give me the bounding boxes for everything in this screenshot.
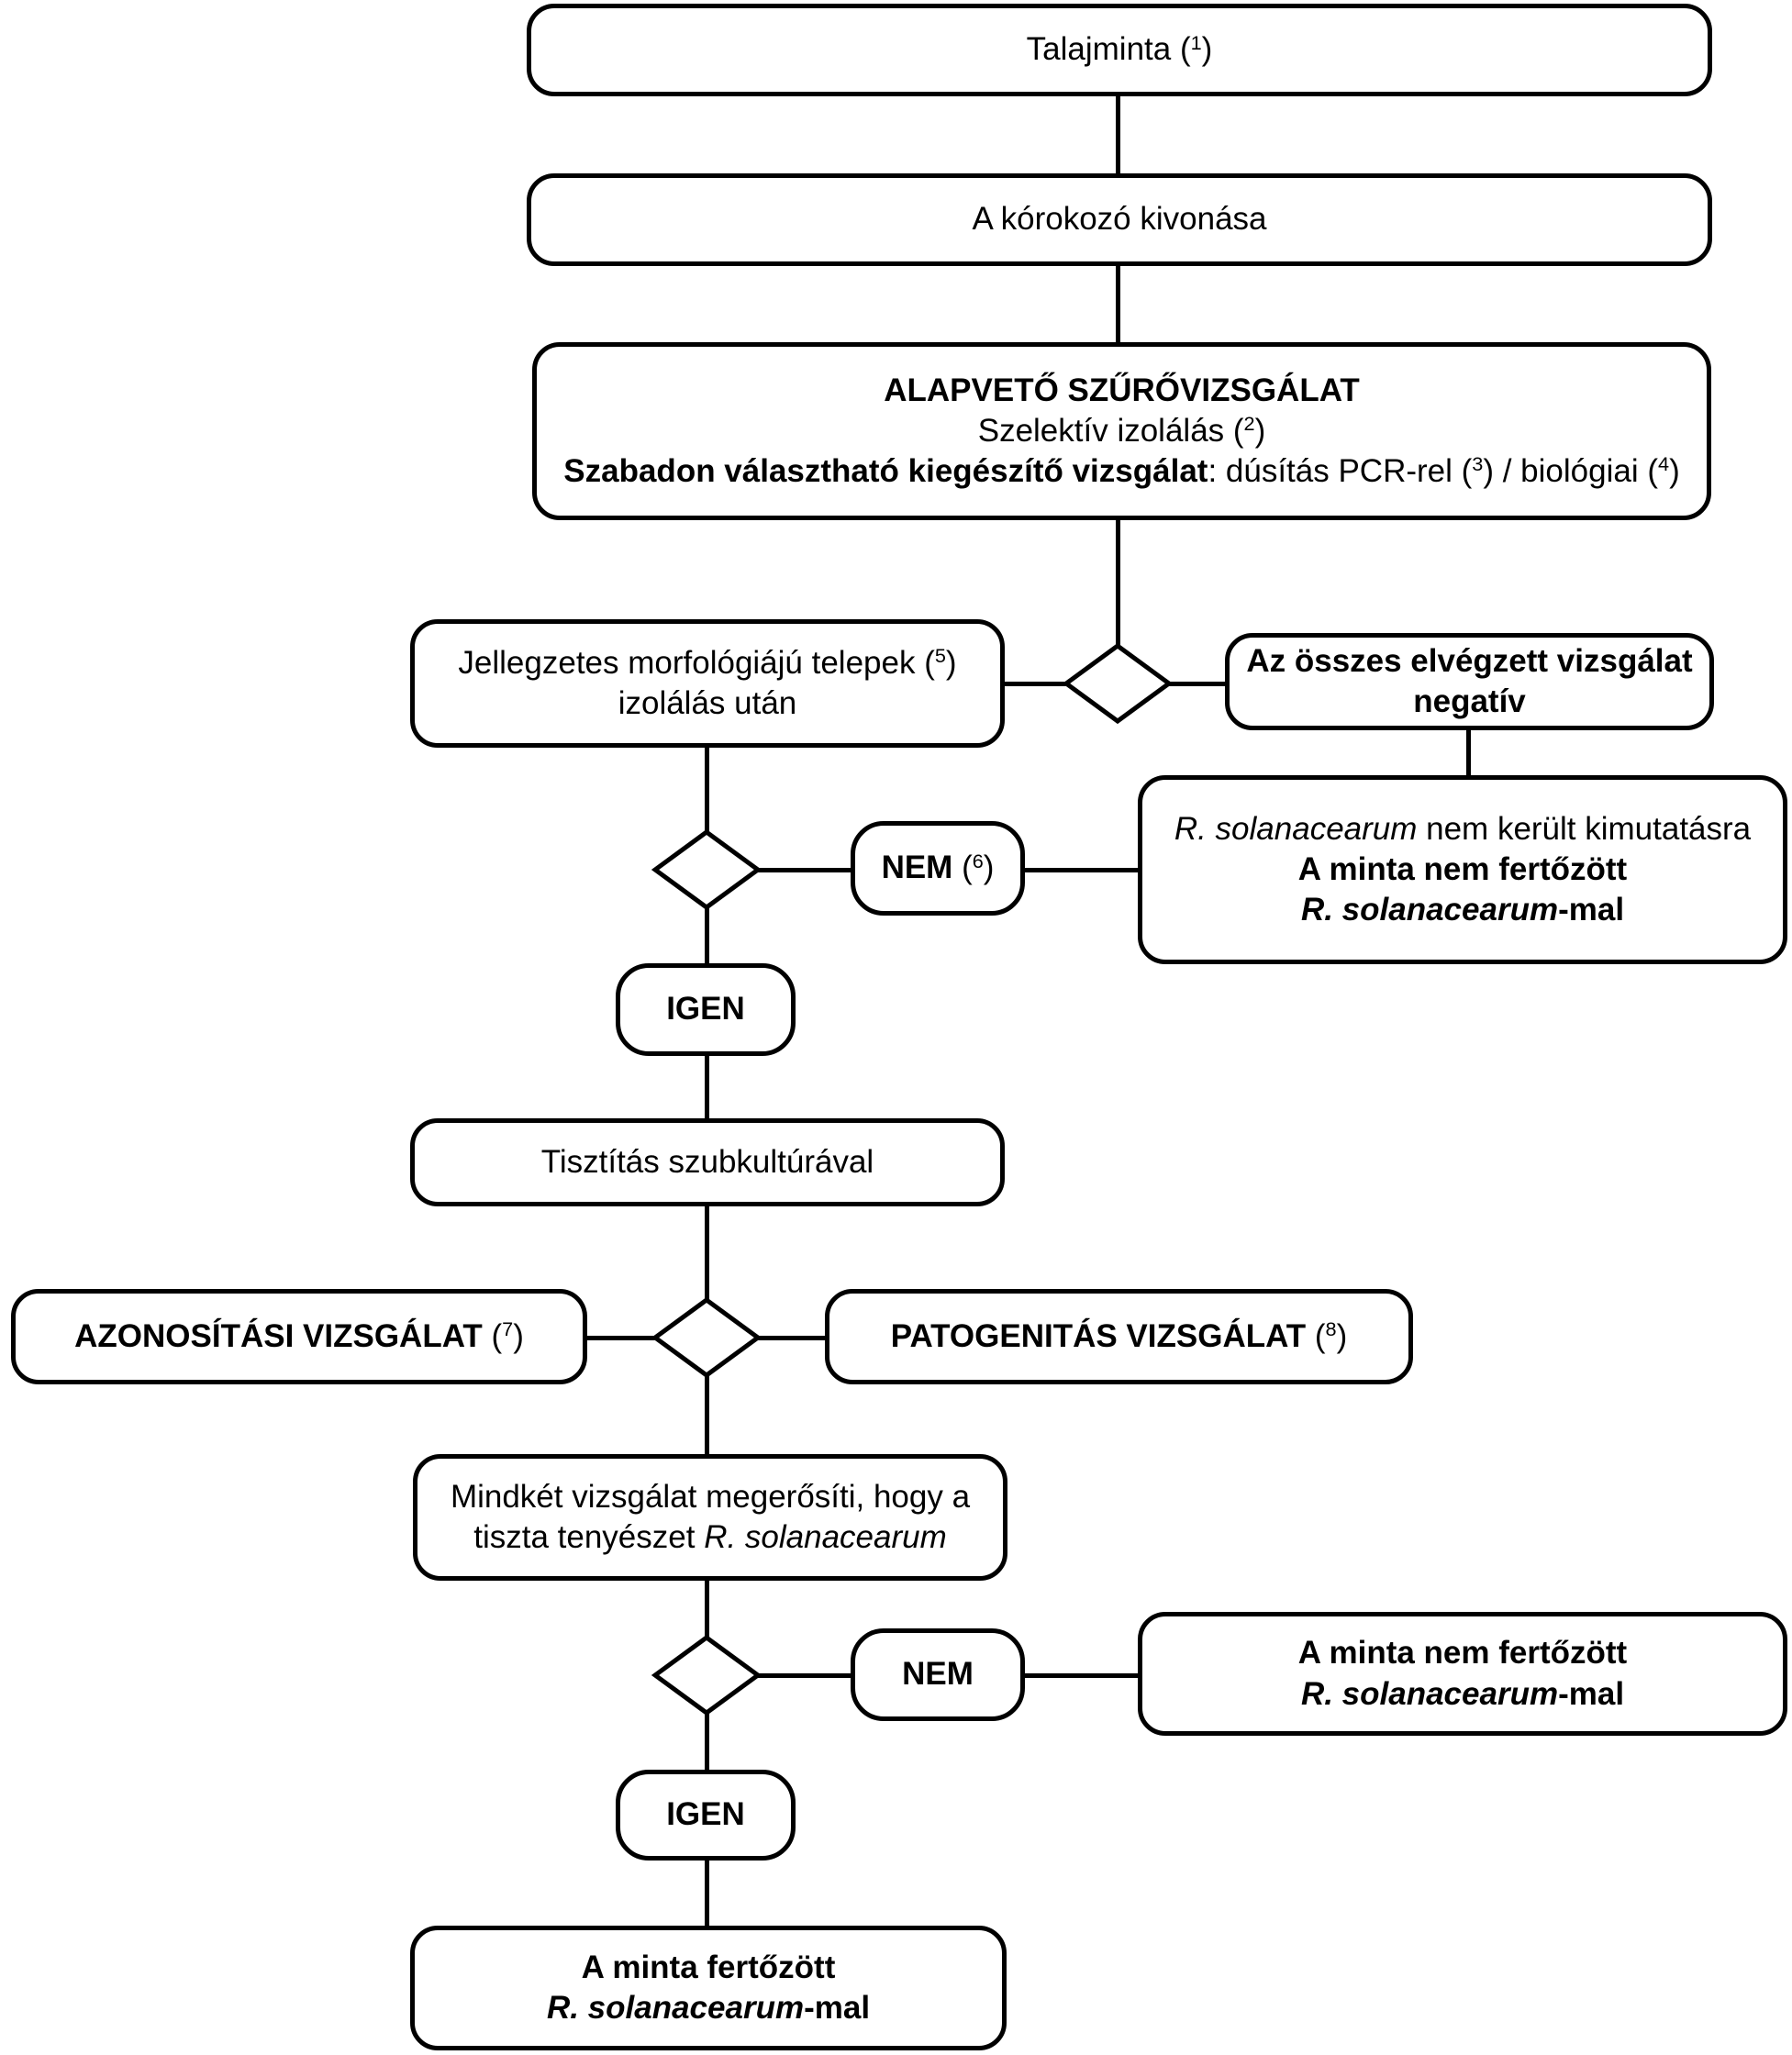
connector-line (1023, 868, 1140, 872)
connector-line (705, 903, 709, 965)
node-not-detected-result: R. solanacearum nem került kimutatásra A minta nem fertőzött R. solanacearum-mal (1138, 775, 1787, 964)
connector-line (755, 1673, 852, 1678)
connector-line (705, 1371, 709, 1456)
node-not-infected-result: A minta nem fertőzött R. solanacearum-mal (1138, 1612, 1787, 1736)
node-yes-label-2: IGEN (616, 1770, 796, 1861)
connector-line (1116, 520, 1120, 651)
node-all-tests-negative: Az összes elvégzett vizsgálat negatív (1225, 633, 1714, 730)
decision-diamond-confirmation (651, 1634, 762, 1716)
connector-line (1466, 730, 1471, 778)
node-identification-test: AZONOSÍTÁSI VIZSGÁLAT ($^7$) (11, 1289, 587, 1384)
node-characteristic-colonies: Jellegzetes morfológiájú telepek ($^5$) izolálás után (410, 619, 1005, 748)
node-pathogen-extraction: A kórokozó kivonása (527, 173, 1712, 266)
connector-line (705, 1206, 709, 1305)
decision-diamond-tests (651, 1296, 762, 1379)
node-subculture-purification: Tisztítás szubkultúrával (410, 1118, 1005, 1206)
connector-line (705, 746, 709, 837)
connector-line (705, 1581, 709, 1642)
connector-line (705, 1708, 709, 1772)
connector-line (755, 1336, 827, 1340)
node-pathogenicity-test: PATOGENITÁS VIZSGÁLAT ($^8$) (825, 1289, 1413, 1384)
connector-line (585, 1336, 658, 1340)
connector-line (1023, 1673, 1140, 1678)
node-soil-sample: Talajminta ($^1$) (527, 4, 1712, 96)
connector-line (705, 1056, 709, 1120)
node-no-label-2: NEM (851, 1628, 1025, 1721)
connector-line (1166, 682, 1227, 686)
connector-line (1005, 682, 1069, 686)
decision-diamond-colonies (651, 828, 762, 911)
node-both-tests-confirm: Mindkét vizsgálat megerősíti, hogy a tiszta tenyészet R. solanacearum (413, 1454, 1007, 1581)
decision-diamond-screening (1063, 642, 1173, 725)
node-yes-label-1: IGEN (616, 963, 796, 1056)
connector-line (1116, 266, 1120, 344)
node-infected-result: A minta fertőzött R. solanacearum-mal (410, 1926, 1007, 2050)
node-core-screening: ALAPVETŐ SZŰRŐVIZSGÁLAT Szelektív izolálás ($^2$) Szabadon választható kiegészítő vizsgálat: dúsítás PCR-rel ($^3$) / biológiai ($^4$) (532, 342, 1711, 520)
connector-line (705, 1861, 709, 1927)
connector-line (755, 868, 852, 872)
node-no-label-1: NEM ($^6$) (851, 821, 1025, 916)
connector-line (1116, 96, 1120, 175)
